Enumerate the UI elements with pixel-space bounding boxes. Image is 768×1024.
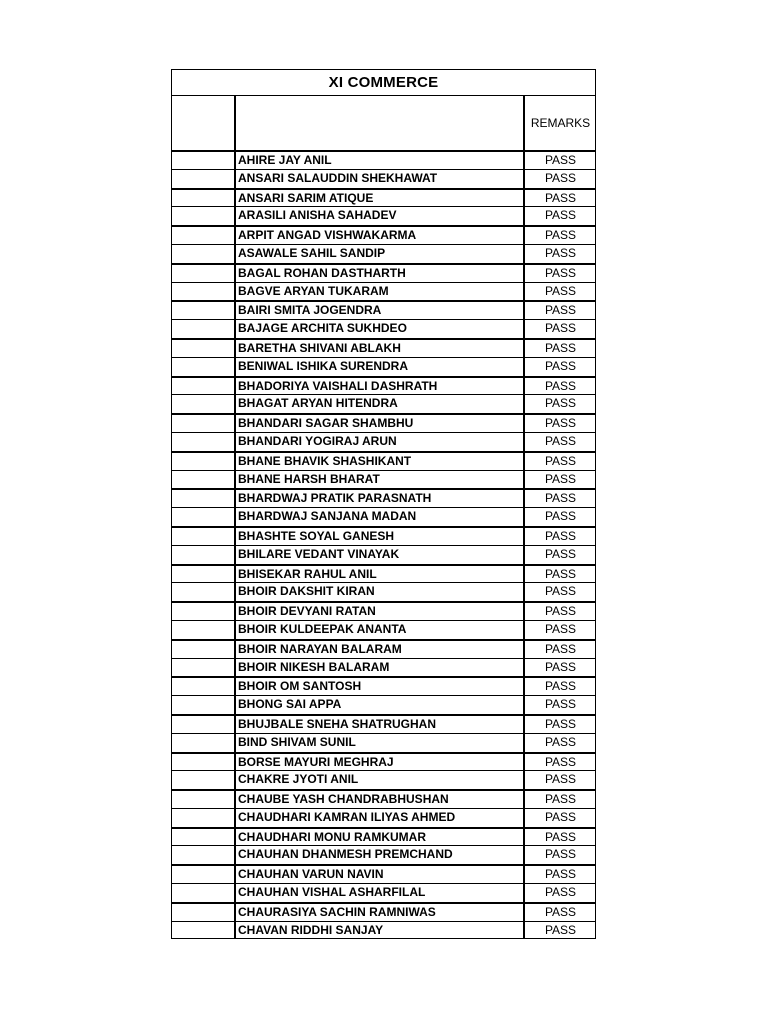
student-name-cell: BHANDARI SAGAR SHAMBHU — [236, 415, 525, 432]
remark-cell: PASS — [544, 679, 577, 694]
table-row — [172, 545, 595, 564]
row-index-cell — [172, 395, 236, 413]
remark-cell: PASS — [544, 378, 577, 393]
row-index-cell — [172, 227, 236, 244]
table-row — [172, 282, 595, 301]
student-name-cell: BHOIR NARAYAN BALARAM — [236, 641, 525, 658]
remark-cell: PASS — [544, 283, 577, 298]
row-index-cell — [172, 358, 236, 376]
row-index-cell — [172, 415, 236, 432]
remark-cell: PASS — [544, 904, 577, 919]
table-row — [172, 752, 595, 771]
row-index-cell — [172, 846, 236, 864]
table-row — [172, 206, 595, 225]
student-name-cell: BAJAGE ARCHITA SUKHDEO — [236, 320, 525, 338]
row-index-cell — [172, 621, 236, 639]
table-row — [172, 394, 595, 413]
remark-cell: PASS — [544, 546, 577, 561]
remark-cell: PASS — [544, 566, 577, 581]
table-row — [172, 695, 595, 714]
table-row — [172, 827, 595, 846]
remark-cell: PASS — [544, 471, 577, 486]
student-name-cell: BHAGAT ARYAN HITENDRA — [236, 395, 525, 413]
remark-cell: PASS — [544, 734, 577, 749]
table-title: XI COMMERCE — [328, 74, 439, 91]
remark-cell: PASS — [544, 396, 577, 411]
remark-cell: PASS — [544, 228, 577, 243]
remark-cell: PASS — [544, 453, 577, 468]
student-name-cell: CHAURASIYA SACHIN RAMNIWAS — [236, 904, 525, 921]
table-row — [172, 244, 595, 263]
student-name-cell: BHANE BHAVIK SHASHIKANT — [236, 453, 525, 470]
header-cell-name — [236, 96, 525, 150]
student-name-cell: CHAVAN RIDDHI SANJAY — [236, 922, 525, 940]
row-index-cell — [172, 716, 236, 733]
row-index-cell — [172, 508, 236, 526]
table-row — [172, 338, 595, 357]
student-name-cell: BHOIR DAKSHIT KIRAN — [236, 583, 525, 601]
student-name-cell: BHILARE VEDANT VINAYAK — [236, 546, 525, 564]
student-name-cell: BAGVE ARYAN TUKARAM — [236, 283, 525, 301]
row-index-cell — [172, 754, 236, 771]
row-index-cell — [172, 546, 236, 564]
student-name-cell: CHAUDHARI KAMRAN ILIYAS AHMED — [236, 809, 525, 827]
table-row — [172, 845, 595, 864]
row-index-cell — [172, 283, 236, 301]
table-row — [172, 432, 595, 451]
table-row — [172, 376, 595, 395]
remark-cell: PASS — [544, 641, 577, 656]
header-cell-remarks: REMARKS — [530, 116, 591, 130]
student-name-cell: ARASILI ANISHA SAHADEV — [236, 207, 525, 225]
student-name-cell: BHONG SAI APPA — [236, 696, 525, 714]
table-row — [172, 319, 595, 338]
table-row — [172, 639, 595, 658]
table-row — [172, 451, 595, 470]
student-name-cell: BHARDWAJ PRATIK PARASNATH — [236, 490, 525, 507]
table-row — [172, 564, 595, 583]
row-index-cell — [172, 904, 236, 921]
student-name-cell: CHAUHAN DHANMESH PREMCHAND — [236, 846, 525, 864]
row-index-cell — [172, 528, 236, 545]
row-index-cell — [172, 433, 236, 451]
student-name-cell: BHASHTE SOYAL GANESH — [236, 528, 525, 545]
student-name-cell: CHAUHAN VARUN NAVIN — [236, 866, 525, 883]
table-row — [172, 921, 595, 940]
row-index-cell — [172, 696, 236, 714]
remark-cell: PASS — [544, 716, 577, 731]
table-row — [172, 413, 595, 432]
student-name-cell: CHAUHAN VISHAL ASHARFILAL — [236, 884, 525, 902]
row-index-cell — [172, 734, 236, 752]
row-index-cell — [172, 471, 236, 489]
row-index-cell — [172, 678, 236, 695]
table-row — [172, 883, 595, 902]
remark-cell: PASS — [544, 208, 577, 223]
title-row — [172, 70, 595, 96]
student-name-cell: CHAUDHARI MONU RAMKUMAR — [236, 829, 525, 846]
table-row — [172, 582, 595, 601]
table-row — [172, 150, 595, 169]
row-index-cell — [172, 340, 236, 357]
student-name-cell: AHIRE JAY ANIL — [236, 152, 525, 169]
remark-cell: PASS — [544, 885, 577, 900]
row-index-cell — [172, 453, 236, 470]
table-row — [172, 169, 595, 188]
table-row — [172, 789, 595, 808]
student-name-cell: BHANE HARSH BHARAT — [236, 471, 525, 489]
remark-cell: PASS — [544, 772, 577, 787]
remark-cell: PASS — [544, 416, 577, 431]
remark-cell: PASS — [544, 491, 577, 506]
table-body — [172, 150, 595, 939]
remark-cell: PASS — [544, 867, 577, 882]
student-name-cell: BHOIR NIKESH BALARAM — [236, 659, 525, 677]
remark-cell: PASS — [544, 659, 577, 674]
remark-cell: PASS — [544, 847, 577, 862]
remark-cell: PASS — [544, 621, 577, 636]
row-index-cell — [172, 265, 236, 282]
row-index-cell — [172, 152, 236, 169]
student-name-cell: BHANDARI YOGIRAJ ARUN — [236, 433, 525, 451]
remark-cell: PASS — [544, 792, 577, 807]
table-row — [172, 714, 595, 733]
student-name-cell: BAGAL ROHAN DASTHARTH — [236, 265, 525, 282]
row-index-cell — [172, 659, 236, 677]
student-name-cell: BHOIR DEVYANI RATAN — [236, 603, 525, 620]
row-index-cell — [172, 207, 236, 225]
student-name-cell: ANSARI SARIM ATIQUE — [236, 190, 525, 207]
row-index-cell — [172, 490, 236, 507]
remark-cell: PASS — [544, 358, 577, 373]
remark-cell: PASS — [544, 303, 577, 318]
table-row — [172, 676, 595, 695]
student-name-cell: BIND SHIVAM SUNIL — [236, 734, 525, 752]
student-name-cell: CHAKRE JYOTI ANIL — [236, 771, 525, 789]
remark-cell: PASS — [544, 170, 577, 185]
table-row — [172, 300, 595, 319]
table-row — [172, 902, 595, 921]
row-index-cell — [172, 302, 236, 319]
table-row — [172, 263, 595, 282]
results-table — [171, 69, 596, 939]
student-name-cell: BHUJBALE SNEHA SHATRUGHAN — [236, 716, 525, 733]
student-name-cell: BAIRI SMITA JOGENDRA — [236, 302, 525, 319]
row-index-cell — [172, 603, 236, 620]
student-name-cell: BENIWAL ISHIKA SURENDRA — [236, 358, 525, 376]
row-index-cell — [172, 245, 236, 263]
row-index-cell — [172, 170, 236, 188]
table-row — [172, 357, 595, 376]
table-row — [172, 188, 595, 207]
row-index-cell — [172, 771, 236, 789]
table-row — [172, 658, 595, 677]
remark-cell: PASS — [544, 604, 577, 619]
student-name-cell: ANSARI SALAUDDIN SHEKHAWAT — [236, 170, 525, 188]
remark-cell: PASS — [544, 265, 577, 280]
student-name-cell: BHOIR OM SANTOSH — [236, 678, 525, 695]
remark-cell: PASS — [544, 528, 577, 543]
row-index-cell — [172, 583, 236, 601]
remark-cell: PASS — [544, 321, 577, 336]
row-index-cell — [172, 320, 236, 338]
row-index-cell — [172, 866, 236, 883]
table-row — [172, 770, 595, 789]
row-index-cell — [172, 378, 236, 395]
row-index-cell — [172, 641, 236, 658]
remark-cell: PASS — [544, 584, 577, 599]
remark-cell: PASS — [544, 153, 577, 167]
table-row — [172, 526, 595, 545]
table-row — [172, 507, 595, 526]
table-row — [172, 733, 595, 752]
remark-cell: PASS — [544, 829, 577, 844]
remark-cell: PASS — [544, 509, 577, 524]
student-name-cell: ASAWALE SAHIL SANDIP — [236, 245, 525, 263]
student-name-cell: BHISEKAR RAHUL ANIL — [236, 566, 525, 583]
student-name-cell: BORSE MAYURI MEGHRAJ — [236, 754, 525, 771]
student-name-cell: ARPIT ANGAD VISHWAKARMA — [236, 227, 525, 244]
table-row — [172, 488, 595, 507]
remark-cell: PASS — [544, 754, 577, 769]
table-row — [172, 601, 595, 620]
remark-cell: PASS — [544, 433, 577, 448]
table-row — [172, 864, 595, 883]
student-name-cell: CHAUBE YASH CHANDRABHUSHAN — [236, 791, 525, 808]
remark-cell: PASS — [544, 809, 577, 824]
row-index-cell — [172, 884, 236, 902]
table-row — [172, 808, 595, 827]
remark-cell: PASS — [544, 340, 577, 355]
row-index-cell — [172, 829, 236, 846]
remark-cell: PASS — [544, 190, 577, 205]
remark-cell: PASS — [544, 697, 577, 712]
header-row — [172, 96, 595, 150]
row-index-cell — [172, 791, 236, 808]
student-name-cell: BHOIR KULDEEPAK ANANTA — [236, 621, 525, 639]
remark-cell: PASS — [544, 245, 577, 260]
table-row — [172, 225, 595, 244]
row-index-cell — [172, 566, 236, 583]
remark-cell: PASS — [544, 922, 577, 937]
row-index-cell — [172, 190, 236, 207]
student-name-cell: BHADORIYA VAISHALI DASHRATH — [236, 378, 525, 395]
row-index-cell — [172, 922, 236, 940]
row-index-cell — [172, 809, 236, 827]
student-name-cell: BHARDWAJ SANJANA MADAN — [236, 508, 525, 526]
table-row — [172, 470, 595, 489]
table-row — [172, 620, 595, 639]
header-cell-index — [172, 96, 236, 150]
student-name-cell: BARETHA SHIVANI ABLAKH — [236, 340, 525, 357]
